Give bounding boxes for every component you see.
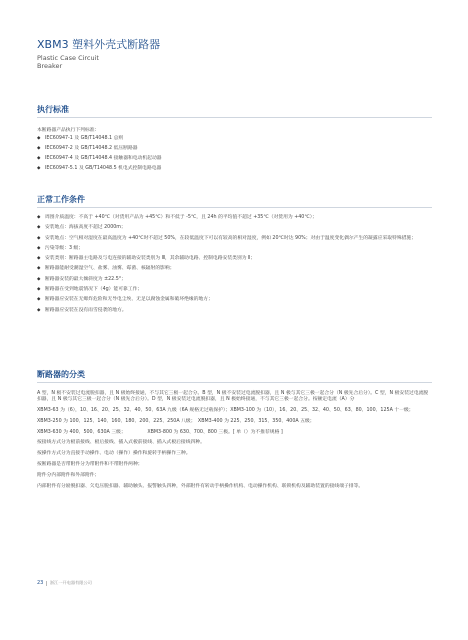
subtitle-line-1: Plastic Case Circuit — [37, 54, 99, 62]
section-divider — [37, 207, 432, 208]
classification-paragraph: 附件分内部附件和外部附件； — [37, 472, 100, 478]
list-item: ◆ 断路器在受到地震情况下（4g）能可靠工作； — [37, 287, 437, 294]
list-item: ◆ 安装地点：海拔高度不超过 2000m； — [37, 225, 437, 232]
list-item: ◆ 安装地点：空气相对湿度在最高温度为 +40℃时不超过 50%，在较低温度下可以有较高的相对湿度，例如 20℃时达 90%；对由于温度变化偶尔产生的凝露应采取特殊措施； — [37, 236, 437, 243]
list-item: ◆ 断路器能耐受潮湿空气、盐雾、油雾、霉菌、核辐射的影响； — [37, 266, 437, 273]
section-divider — [37, 117, 432, 118]
section-divider — [37, 382, 432, 383]
standards-list — [37, 136, 437, 173]
classification-heading: 断路器的分类 — [37, 370, 85, 379]
list-item: ◆ 安装类别：断路器主电路及与电连接的辅助安装类别为 Ⅲ，其余辅助电路、控制电路安装类别为 Ⅱ； — [37, 256, 437, 263]
page-number: 23 — [37, 580, 44, 586]
list-item: ◆ 断路器安装的最大倾斜度为 ±22.5°； — [37, 277, 437, 284]
list-item: ◆ 断路器应安装在没有雨雪侵袭的地方。 — [37, 308, 437, 315]
subtitle-line-2: Breaker — [37, 61, 63, 70]
conditions-heading: 正常工作条件 — [37, 195, 85, 204]
company-name: 浙江一开电器有限公司 — [49, 580, 92, 585]
classification-paragraph: A 型，N 极不安装过电流脱扣器，且 N 极始终接通，不与其它三极一起合分。B 型，N 极不安装过电流脱扣器，且 N 极与其它三极一起合分（N 极先合后分）。C 型，N 极安装过电流脱扣器，且 N 极与其它三极一起合分（N 极先合后分）。D 型，N 极安装过电流脱扣器，且 N 极始终接通，不与其它三极一起合分。按额定电流（A）分 — [37, 391, 429, 403]
footer-divider — [46, 581, 47, 586]
classification-paragraph: 按操作方式分为直接手动操作、电动（操作）操作和旋转手柄操作三种。 — [37, 451, 191, 457]
list-item: ◆ IEC60947-4 及 GB/T14048.4 接触器和电动机起动器 — [37, 156, 437, 163]
list-item: ◆ 污染等级：3 级； — [37, 246, 437, 253]
classification-paragraph: XBM3-630 为 400、500、630A 三级； XBM3-800 为 630、700、800 三极。[ 单（）为不推荐规格 ] — [37, 429, 283, 435]
standards-intro: 本断路器产品执行下列标准： — [37, 128, 100, 133]
page-title: XBM3 塑料外壳式断路器 — [37, 38, 161, 51]
classification-paragraph: 内部附件有分励脱扣器、欠电压脱扣器、辅助触头、报警触头四种，外部附件有转动手柄操作机构、电动操作机构、联锁机构及辅助装置的接线端子排等。 — [37, 483, 364, 489]
list-item: ◆ IEC60947-1 及 GB/T14048.1 总则 — [37, 136, 437, 143]
list-item: ◆ 周围介质温度：不高于 +40℃（对货用产品为 +45℃）和不低于 -5℃，且 24h 的平均值不超过 +35℃（对货用为 +40℃）； — [37, 215, 437, 222]
classification-paragraph: 按断路器是否带附件分为带附件和不带附件两种； — [37, 461, 143, 467]
classification-section — [37, 369, 437, 494]
classification-paragraph: XBM3-63 为（6），10、16、20、25、32、40、50、63A 九级（6A 规格无过载保护）；XBM3-100 为（10），16、20、25、32、40、50、63、80、100、125A 十一级； — [37, 408, 414, 413]
classification-paragraph: XBM3-250 为 100、125、140、160、180、200、225、250A 八级； XBM3-400 为 225、250、315、350、400A 五级； — [37, 418, 315, 424]
page-subtitle — [37, 55, 160, 70]
list-item: ◆ IEC60947-5.1 及 GB/T14048.5 机电式控制电路电器 — [37, 166, 437, 173]
standards-heading: 执行标准 — [37, 105, 69, 114]
classification-paragraph: 按接线方式分为板前接线、板后接线、插入式板前接线、插入式板后接线四种。 — [37, 440, 205, 446]
conditions-section — [37, 194, 437, 318]
standards-section — [37, 104, 437, 176]
page-header — [37, 36, 160, 70]
conditions-list — [37, 215, 437, 314]
page-footer — [37, 580, 92, 586]
list-item: ◆ 断路器应安装在无爆炸危险和无导电尘埃、无足以腐蚀金属和破坏绝缘的地方； — [37, 297, 437, 304]
list-item: ◆ IEC60947-2 及 GB/T14048.2 低压断路器 — [37, 146, 437, 153]
